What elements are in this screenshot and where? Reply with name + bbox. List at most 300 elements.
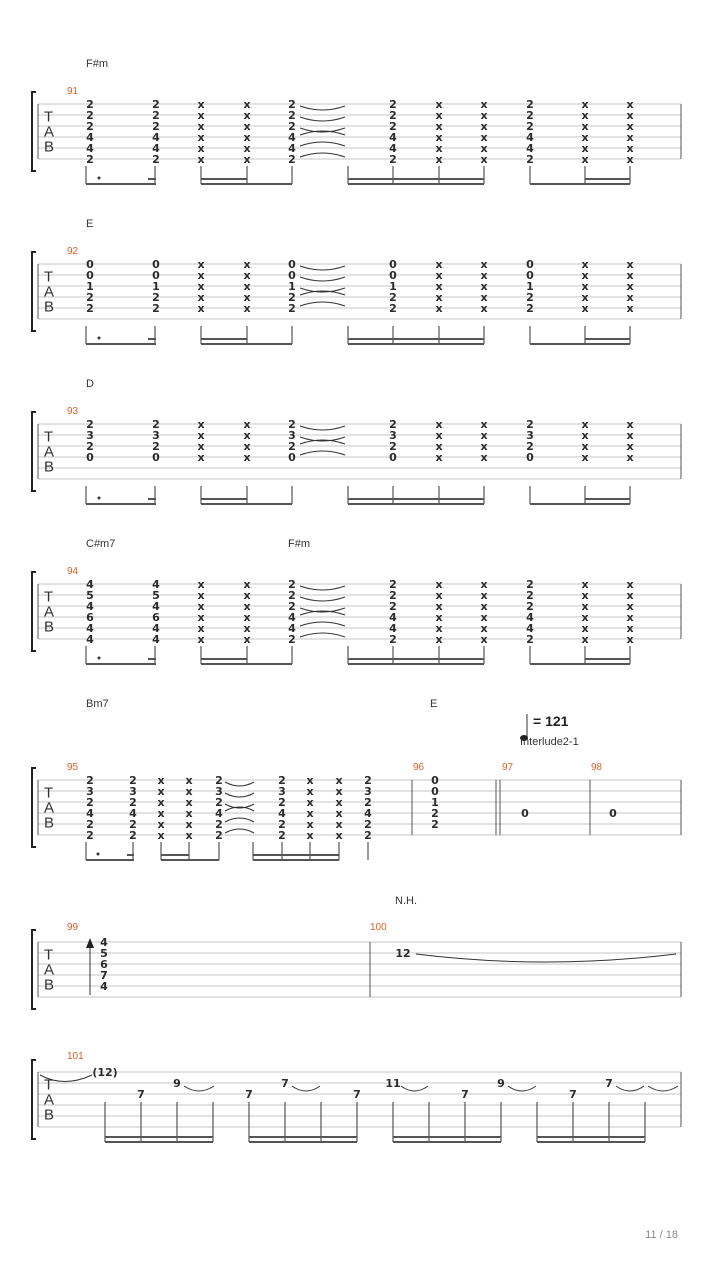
measure-number: 97 (502, 762, 514, 773)
fret-number: x (435, 98, 443, 111)
tie-arc (184, 1086, 214, 1091)
fret-number: 4 (152, 633, 160, 646)
tab-clef-letter: A (44, 123, 55, 141)
fret-number: 2 (288, 120, 296, 133)
fret-number: x (581, 269, 589, 282)
fret-number: 2 (288, 109, 296, 122)
dot (98, 497, 101, 500)
fret-number: 2 (288, 600, 296, 613)
fret-number: x (581, 578, 589, 591)
fret-number: 1 (152, 280, 160, 293)
tab-clef-letter: T (44, 946, 54, 964)
fret-number: x (435, 120, 443, 133)
fret-number: 2 (389, 120, 397, 133)
fret-number: x (185, 796, 193, 809)
fret-number: 4 (278, 807, 286, 820)
fret-number: 3 (86, 429, 94, 442)
fret-number: 0 (288, 258, 296, 271)
fret-number: 4 (364, 807, 372, 820)
fret-number: 0 (152, 451, 160, 464)
fret-number: x (480, 153, 488, 166)
fret-number: x (626, 109, 634, 122)
fret-number: 2 (152, 153, 160, 166)
measure-number: 101 (67, 1051, 84, 1062)
fret-number: 2 (152, 302, 160, 315)
fret-number: 4 (389, 622, 397, 635)
fret-number: 4 (100, 980, 108, 993)
fret-number: x (626, 633, 634, 646)
fret-number: x (243, 429, 251, 442)
fret-number: x (480, 589, 488, 602)
staff-bracket (32, 412, 36, 491)
fret-number: x (243, 258, 251, 271)
fret-number: x (243, 120, 251, 133)
tie-arc (225, 782, 254, 786)
fret-number: x (581, 98, 589, 111)
fret-number: 6 (100, 958, 108, 971)
fret-number: 2 (86, 440, 94, 453)
fret-number: x (581, 291, 589, 304)
fret-number: 0 (288, 451, 296, 464)
chord-name: C#m7 (86, 538, 116, 550)
tie-arc (300, 451, 345, 455)
fret-number: x (435, 429, 443, 442)
fret-number: x (480, 451, 488, 464)
fret-number: 2 (389, 633, 397, 646)
fret-number: x (435, 622, 443, 635)
fret-number: 2 (288, 440, 296, 453)
staff-bracket (32, 252, 36, 331)
fret-number: 0 (152, 269, 160, 282)
fret-number: 4 (86, 578, 94, 591)
tempo-marking: = 121 (533, 713, 569, 729)
fret-number: x (581, 302, 589, 315)
fret-number: 11 (385, 1077, 401, 1090)
fret-number: 5 (152, 589, 160, 602)
fret-number: x (435, 142, 443, 155)
measure-number: 95 (67, 762, 79, 773)
fret-number: x (197, 451, 205, 464)
fret-number: x (243, 302, 251, 315)
fret-number: x (306, 818, 314, 831)
fret-number: 2 (389, 153, 397, 166)
fret-number: 4 (86, 807, 94, 820)
tab-clef-letter: B (44, 298, 55, 316)
fret-number: x (197, 578, 205, 591)
fret-number: 4 (215, 807, 223, 820)
fret-number: 7 (137, 1088, 145, 1101)
fret-number: 2 (215, 829, 223, 842)
fret-number: x (581, 153, 589, 166)
fret-number: 2 (288, 578, 296, 591)
fret-number: x (480, 280, 488, 293)
fret-number: x (197, 440, 205, 453)
fret-number: x (435, 291, 443, 304)
fret-number: x (243, 600, 251, 613)
fret-number: 2 (526, 440, 534, 453)
fret-number: 0 (521, 807, 529, 820)
fret-number: 3 (129, 785, 137, 798)
fret-number: x (480, 429, 488, 442)
fret-number: x (243, 153, 251, 166)
chord-name: F#m (86, 58, 108, 70)
fret-number: 1 (288, 280, 296, 293)
fret-number: 2 (288, 633, 296, 646)
fret-number: 4 (152, 622, 160, 635)
fret-number: x (197, 633, 205, 646)
fret-number: x (197, 600, 205, 613)
tab-clef-letter: B (44, 138, 55, 156)
fret-number: 2 (526, 98, 534, 111)
fret-number: x (243, 98, 251, 111)
fret-number: 0 (526, 258, 534, 271)
fret-number: x (626, 451, 634, 464)
fret-number: 2 (389, 589, 397, 602)
fret-number: x (197, 153, 205, 166)
fret-number: 2 (215, 774, 223, 787)
fret-number: 0 (389, 269, 397, 282)
fret-number: 7 (461, 1088, 469, 1101)
fret-number: 0 (389, 258, 397, 271)
fret-number: 2 (526, 109, 534, 122)
fret-number: x (306, 774, 314, 787)
fret-number: 4 (288, 142, 296, 155)
fret-number: 9 (173, 1077, 181, 1090)
fret-number: 4 (86, 633, 94, 646)
fret-number: x (197, 611, 205, 624)
fret-number: 3 (215, 785, 223, 798)
tab-clef-letter: A (44, 1091, 55, 1109)
fret-number: x (197, 280, 205, 293)
fret-number: 4 (526, 622, 534, 635)
fret-number: x (626, 611, 634, 624)
fret-number: x (197, 120, 205, 133)
fret-number: x (581, 429, 589, 442)
fret-number: x (185, 829, 193, 842)
fret-number: 2 (389, 98, 397, 111)
fret-number: x (626, 589, 634, 602)
chord-name: D (86, 378, 94, 390)
fret-number: x (581, 600, 589, 613)
fret-number: 6 (86, 611, 94, 624)
dot (98, 177, 101, 180)
fret-number: 3 (278, 785, 286, 798)
fret-number: x (435, 633, 443, 646)
fret-number: 4 (86, 622, 94, 635)
tab-clef-letter: T (44, 268, 54, 286)
fret-number: x (581, 258, 589, 271)
chord-name: E (430, 698, 438, 710)
fret-number: x (626, 131, 634, 144)
fret-number: x (435, 153, 443, 166)
system-7 (32, 1051, 681, 1142)
tie-arc (300, 302, 345, 306)
fret-number: 2 (431, 818, 439, 831)
fret-number: 2 (526, 578, 534, 591)
fret-number: x (335, 785, 343, 798)
fret-number: 0 (431, 774, 439, 787)
let-ring-tie (416, 954, 676, 962)
fret-number: 7 (245, 1088, 253, 1101)
fret-number: x (626, 440, 634, 453)
fret-number: 4 (526, 131, 534, 144)
fret-number: x (581, 451, 589, 464)
fret-number: x (435, 280, 443, 293)
fret-number: 4 (288, 611, 296, 624)
fret-number: 0 (609, 807, 617, 820)
fret-number: x (243, 291, 251, 304)
fret-number: 2 (129, 796, 137, 809)
chord-name: F#m (288, 538, 310, 550)
fret-number: x (626, 622, 634, 635)
fret-number: 2 (86, 302, 94, 315)
fret-number: x (626, 153, 634, 166)
fret-number: 2 (364, 774, 372, 787)
fret-number: 2 (152, 120, 160, 133)
fret-number: 2 (215, 818, 223, 831)
fret-number: x (435, 440, 443, 453)
staff-bracket (32, 572, 36, 651)
fret-number: x (243, 633, 251, 646)
tab-clef-letter: T (44, 588, 54, 606)
fret-number: 2 (152, 109, 160, 122)
fret-number: x (335, 818, 343, 831)
fret-number: 2 (129, 818, 137, 831)
fret-number: 0 (288, 269, 296, 282)
fret-number: x (480, 98, 488, 111)
fret-number: x (197, 109, 205, 122)
fret-number: 1 (526, 280, 534, 293)
fret-number: 2 (129, 829, 137, 842)
measure-number: 98 (591, 762, 603, 773)
fret-number: x (243, 280, 251, 293)
measure-number: 94 (67, 566, 79, 577)
fret-number: 2 (526, 302, 534, 315)
fret-number: x (197, 269, 205, 282)
system-5 (32, 698, 681, 860)
tab-clef-letter: A (44, 443, 55, 461)
fret-number: 7 (605, 1077, 613, 1090)
fret-number: x (157, 829, 165, 842)
fret-number: x (626, 291, 634, 304)
fret-number: 3 (152, 429, 160, 442)
fret-number: 2 (526, 291, 534, 304)
fret-number: 2 (278, 829, 286, 842)
system-6 (32, 895, 681, 1009)
fret-number: 2 (526, 120, 534, 133)
fret-number: x (581, 440, 589, 453)
tie-arc (648, 1086, 678, 1091)
fret-number: x (197, 622, 205, 635)
fret-number: 7 (569, 1088, 577, 1101)
fret-number: x (197, 589, 205, 602)
fret-number: x (581, 633, 589, 646)
fret-number: x (335, 774, 343, 787)
fret-number: x (626, 418, 634, 431)
tie-arc (508, 1086, 536, 1091)
fret-number: 1 (431, 796, 439, 809)
tie-arc (616, 1086, 644, 1091)
fret-number: x (243, 418, 251, 431)
measure-number: 99 (67, 922, 79, 933)
fret-number: 4 (526, 611, 534, 624)
fret-number: x (581, 589, 589, 602)
tab-clef-letter: T (44, 428, 54, 446)
fret-number: x (480, 611, 488, 624)
fret-number: 0 (86, 269, 94, 282)
fret-number: 2 (86, 153, 94, 166)
tab-clef-letter: A (44, 603, 55, 621)
fret-number: 2 (389, 600, 397, 613)
dot (98, 337, 101, 340)
fret-number: 0 (389, 451, 397, 464)
fret-number: 2 (526, 589, 534, 602)
fret-number: x (197, 418, 205, 431)
fret-number: 4 (86, 600, 94, 613)
natural-harmonic-label: N.H. (395, 895, 417, 907)
fret-number: 0 (86, 258, 94, 271)
fret-number: 2 (389, 302, 397, 315)
fret-number: x (197, 131, 205, 144)
tie-arc (300, 106, 345, 110)
fret-number: x (435, 418, 443, 431)
measure-number: 92 (67, 246, 79, 257)
fret-number: x (197, 258, 205, 271)
fret-number: x (581, 418, 589, 431)
fret-number: 2 (152, 98, 160, 111)
fret-number: 4 (389, 611, 397, 624)
fret-number: x (581, 611, 589, 624)
tab-clef-letter: B (44, 814, 55, 832)
fret-number: 2 (389, 418, 397, 431)
fret-number: x (626, 258, 634, 271)
fret-number: 2 (431, 807, 439, 820)
fret-number: x (243, 142, 251, 155)
tab-clef-letter: B (44, 618, 55, 636)
fret-number: x (435, 451, 443, 464)
fret-number: 2 (389, 440, 397, 453)
chord-name: E (86, 218, 94, 230)
system-2 (32, 218, 681, 344)
fret-number: 2 (364, 829, 372, 842)
fret-number: x (157, 807, 165, 820)
fret-number: x (435, 611, 443, 624)
system-3 (32, 378, 681, 504)
fret-number: 2 (288, 589, 296, 602)
fret-number: x (335, 796, 343, 809)
fret-number: x (626, 280, 634, 293)
fret-number: x (581, 622, 589, 635)
fret-number: 4 (526, 142, 534, 155)
fret-number: 4 (152, 142, 160, 155)
fret-number: 4 (288, 622, 296, 635)
fret-number: 0 (86, 451, 94, 464)
fret-number: 4 (86, 131, 94, 144)
tie-arc (300, 142, 345, 146)
fret-number: x (480, 418, 488, 431)
fret-number: 2 (152, 418, 160, 431)
fret-number: x (480, 622, 488, 635)
tab-clef-letter: A (44, 799, 55, 817)
fret-number: x (480, 302, 488, 315)
fret-number: 4 (152, 578, 160, 591)
fret-number: 5 (86, 589, 94, 602)
fret-number: x (243, 622, 251, 635)
fret-number: 4 (389, 142, 397, 155)
tab-clef-letter: B (44, 1106, 55, 1124)
fret-number: x (626, 578, 634, 591)
fret-number: 9 (497, 1077, 505, 1090)
staff-bracket (32, 92, 36, 171)
fret-number: 2 (389, 109, 397, 122)
fret-number: 6 (152, 611, 160, 624)
fret-number: x (157, 818, 165, 831)
tie-arc (300, 586, 345, 590)
fret-number: x (306, 785, 314, 798)
staff-bracket (32, 768, 36, 847)
fret-number: x (185, 785, 193, 798)
fret-number: x (306, 829, 314, 842)
fret-number: x (306, 796, 314, 809)
fret-number: 0 (526, 269, 534, 282)
tab-clef-letter: T (44, 784, 54, 802)
fret-number: 5 (100, 947, 108, 960)
fret-number: 4 (152, 131, 160, 144)
fret-number: x (197, 291, 205, 304)
fret-number: x (480, 109, 488, 122)
fret-number: x (581, 109, 589, 122)
fret-number: 4 (100, 936, 108, 949)
measure-number: 100 (370, 922, 387, 933)
fret-number: 2 (526, 633, 534, 646)
fret-number: x (435, 302, 443, 315)
fret-number: 2 (86, 98, 94, 111)
fret-number: x (480, 291, 488, 304)
fret-number: 7 (100, 969, 108, 982)
fret-number: x (480, 600, 488, 613)
tie-arc (401, 1086, 428, 1091)
fret-number: 2 (288, 98, 296, 111)
fret-number: x (480, 131, 488, 144)
fret-number: x (435, 589, 443, 602)
fret-number: 3 (526, 429, 534, 442)
fret-number: x (480, 633, 488, 646)
fret-number: x (435, 269, 443, 282)
fret-number: 2 (288, 302, 296, 315)
fret-number: x (197, 302, 205, 315)
staff-bracket (32, 1060, 36, 1139)
measure-number: 93 (67, 406, 79, 417)
fret-number: x (243, 109, 251, 122)
fret-number: 2 (152, 291, 160, 304)
tie-arc (300, 426, 345, 430)
fret-number: 3 (389, 429, 397, 442)
fret-number: 2 (288, 153, 296, 166)
fret-number: x (626, 98, 634, 111)
fret-number: x (243, 440, 251, 453)
fret-number: x (197, 142, 205, 155)
tab-clef-letter: B (44, 458, 55, 476)
fret-number: x (435, 258, 443, 271)
fret-number: 2 (389, 578, 397, 591)
staff-bracket (32, 930, 36, 1009)
system-1 (32, 58, 681, 184)
fret-number: x (626, 120, 634, 133)
fret-number: 2 (278, 774, 286, 787)
fret-number: x (157, 774, 165, 787)
tie-arc (225, 793, 254, 797)
measure-number: 96 (413, 762, 425, 773)
